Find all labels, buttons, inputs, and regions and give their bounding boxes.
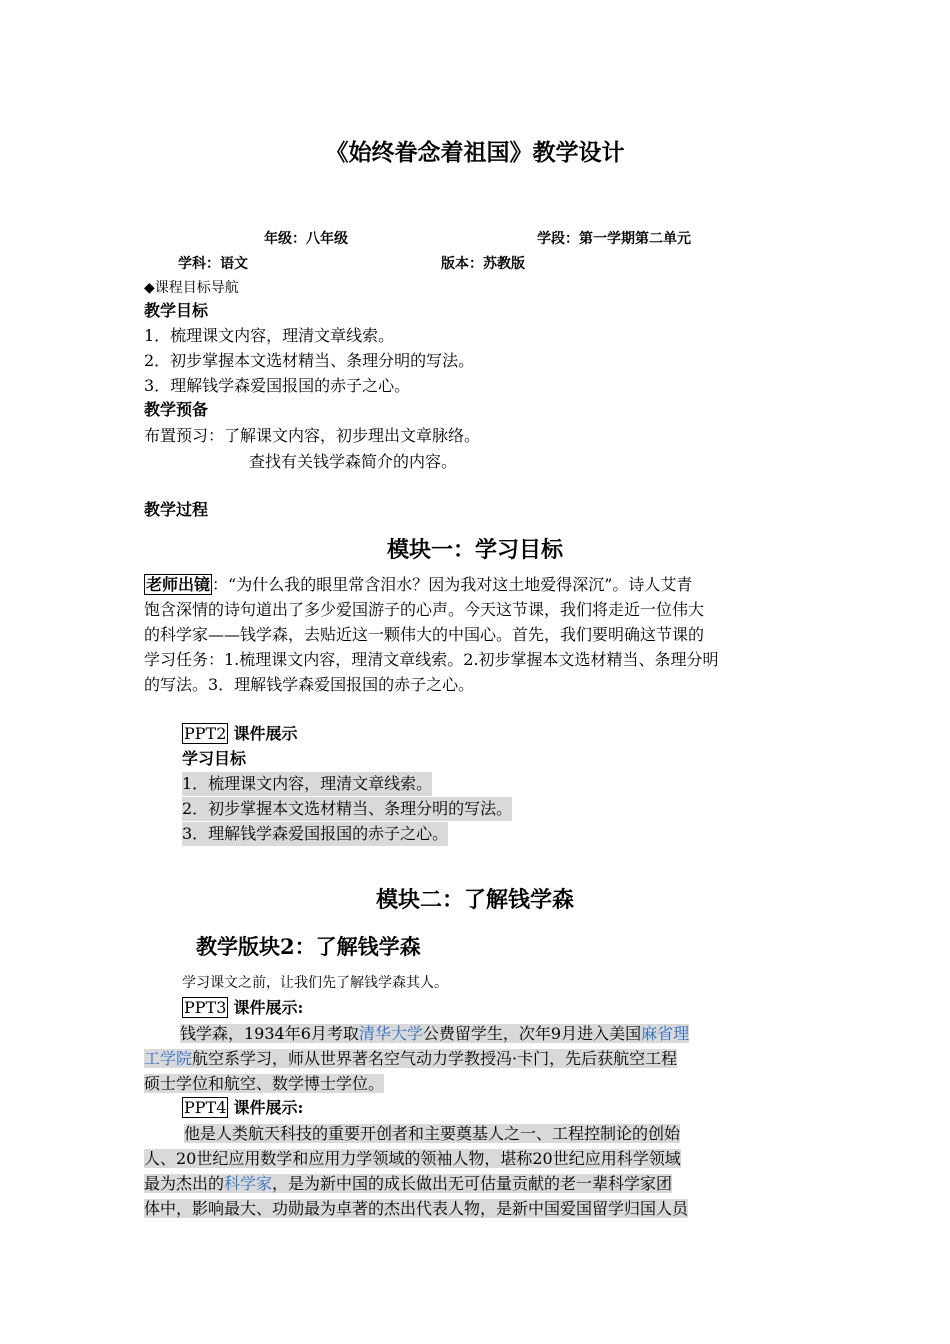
module-2-heading: 模块二：了解钱学森 (375, 888, 574, 913)
mit-link-part-2[interactable]: 工学院 (144, 1049, 193, 1068)
meta-period: 学段：第一学期第二单元 (537, 231, 691, 247)
meta-edition: 版本：苏教版 (441, 256, 525, 272)
module-2-intro: 学习课文之前，让我们先了解钱学森其人。 (182, 975, 448, 991)
ppt2-tag: PPT2 (184, 724, 227, 743)
intro-line-1: ：“为什么我的眼里常含泪水？因为我对这土地爱得深沉”。诗人艾青 (212, 575, 693, 594)
ppt4-row (182, 1096, 303, 1120)
goal-item-1: 1．梳理课文内容，理清文章线索。 (144, 326, 395, 345)
bio2-line-3: 最为杰出的科学家，是为新中国的成长做出无可估量贡献的老一辈科学家团 (144, 1174, 673, 1193)
bio1-line-1: 钱学森，1934年6月考取清华大学公费留学生，次年9月进入美国麻省理 (180, 1024, 690, 1043)
prep-heading: 教学预备 (144, 400, 209, 419)
ppt3-label: 课件展示: (233, 998, 304, 1017)
process-heading: 教学过程 (144, 500, 209, 519)
qian-bio-paragraph-1 (144, 1021, 808, 1096)
qian-bio-paragraph-2 (144, 1121, 808, 1221)
goals-heading: 教学目标 (144, 301, 209, 320)
tsinghua-link[interactable]: 清华大学 (358, 1024, 423, 1043)
meta-subject: 学科：语文 (178, 256, 248, 272)
ppt3-row (182, 996, 303, 1020)
mit-link-part-1[interactable]: 麻省理 (641, 1024, 690, 1043)
ppt4-label: 课件展示: (233, 1098, 304, 1117)
module-1-heading: 模块一：学习目标 (386, 538, 563, 563)
goal-item-3: 3．理解钱学森爱国报国的赤子之心。 (144, 376, 411, 395)
learning-goal-1: 1．梳理课文内容，理清文章线索。 (182, 772, 432, 796)
ppt2-row (182, 722, 298, 746)
meta-grade: 年级：八年级 (264, 231, 348, 247)
document-title: 《始终眷念着祖国》教学设计 (325, 140, 625, 166)
intro-line-4: 学习任务：1.梳理课文内容，理清文章线索。2.初步掌握本文选材精当、条理分明 (144, 650, 719, 669)
teacher-on-camera-tag: 老师出镜 (146, 575, 211, 594)
bio2-line-4: 体中，影响最大、功勋最为卓著的杰出代表人物，是新中国爱国留学归国人员 (144, 1199, 689, 1218)
learning-goal-3: 3．理解钱学森爱国报国的赤子之心。 (182, 822, 448, 846)
goal-item-2: 2．初步掌握本文选材精当、条理分明的写法。 (144, 351, 475, 370)
ppt4-tag: PPT4 (184, 1098, 227, 1117)
bio2-line-1: 他是人类航天科技的重要开创者和主要奠基人之一、工程控制论的创始 (184, 1124, 681, 1143)
prep-line-2: 查找有关钱学森简介的内容。 (249, 452, 458, 471)
ppt3-tag: PPT3 (184, 998, 227, 1017)
bio1-line-2: 工学院航空系学习，师从世界著名空气动力学教授冯·卡门，先后获航空工程 (144, 1049, 678, 1068)
intro-line-3: 的科学家——钱学森，去贴近这一颗伟大的中国心。首先，我们要明确这节课的 (144, 625, 705, 644)
intro-line-2: 饱含深情的诗句道出了多少爱国游子的心声。今天这节课，我们将走近一位伟大 (144, 600, 705, 619)
teaching-block-2-heading: 教学版块2：了解钱学森 (196, 934, 421, 959)
bio2-line-2: 人、20世纪应用数学和应用力学领域的领袖人物，堪称20世纪应用科学领域 (144, 1149, 681, 1168)
intro-line-5: 的写法。3．理解钱学森爱国报国的赤子之心。 (144, 675, 475, 694)
learning-goals-heading: 学习目标 (182, 749, 247, 768)
learning-goal-2: 2．初步掌握本文选材精当、条理分明的写法。 (182, 797, 512, 821)
course-nav-label: ◆课程目标导航 (144, 280, 239, 296)
module-1-intro (144, 572, 808, 697)
bio1-line-3: 硕士学位和航空、数学博士学位。 (144, 1074, 385, 1093)
ppt2-label: 课件展示 (233, 724, 298, 743)
prep-line-1: 布置预习：了解课文内容，初步理出文章脉络。 (144, 426, 481, 445)
scientist-link[interactable]: 科学家 (224, 1174, 273, 1193)
